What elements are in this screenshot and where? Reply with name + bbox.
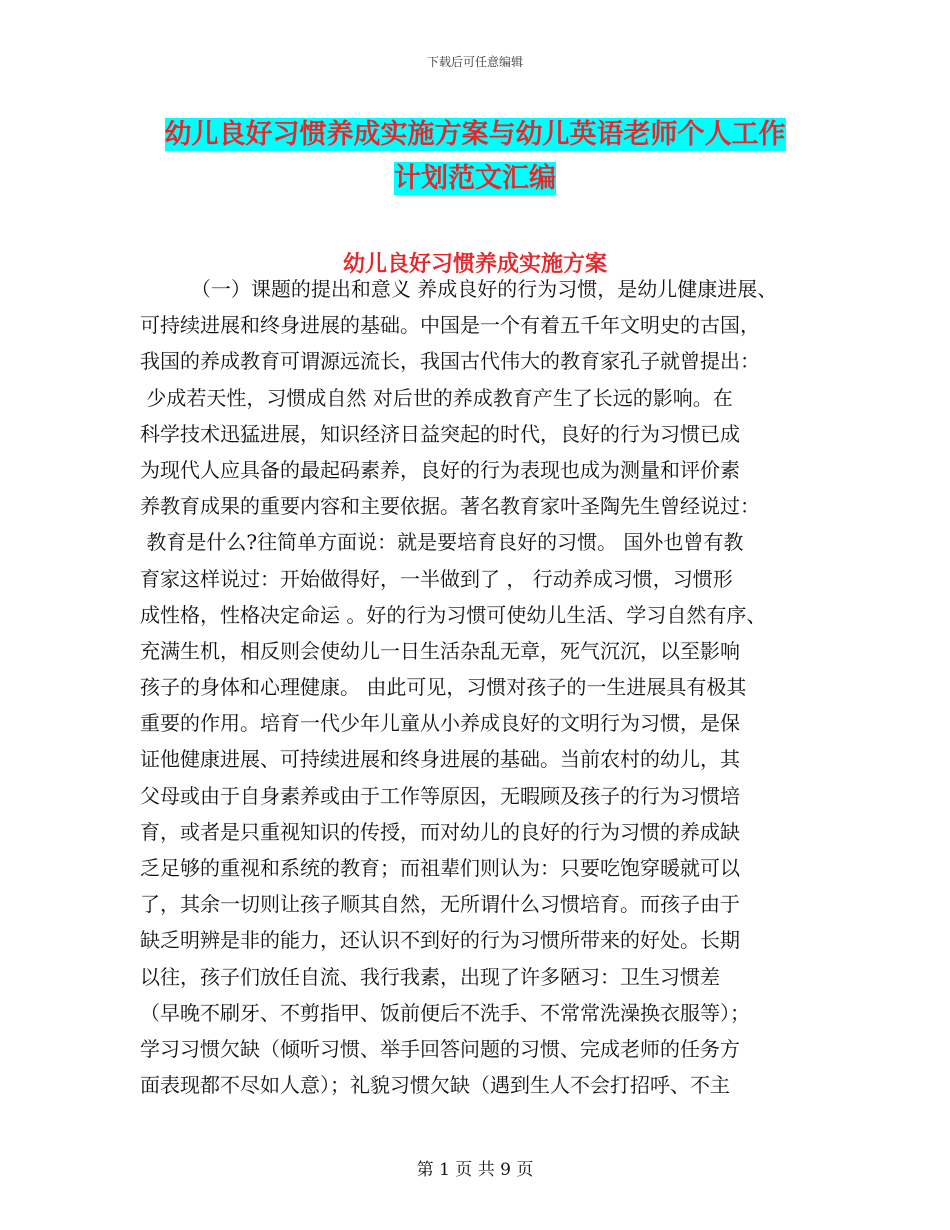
body-line: 父母或由于自身素养或由于工作等原因，无暇顾及孩子的行为习惯培 [140, 783, 740, 808]
body-line: 养教育成果的重要内容和主要依据。著名教育家叶圣陶先生曾经说过： [140, 494, 760, 519]
body-line: 可持续进展和终身进展的基础。中国是一个有着五千年文明史的古国， [140, 313, 760, 338]
document-title-line-1 [0, 112, 950, 151]
body-line: 以往，孩子们放任自流、我行我素，出现了许多陋习：卫生习惯差 [140, 964, 720, 989]
page-footer: 第 1 页 共 9 页 [416, 1160, 534, 1180]
body-line: 证他健康进展、可持续进展和终身进展的基础。当前农村的幼儿，其 [140, 747, 740, 772]
body-line: 充满生机，相反则会使幼儿一日生活杂乱无章，死气沉沉，以至影响 [140, 638, 740, 663]
body-line: 教育是什么?往简单方面说：就是要培育良好的习惯。 国外也曾有教 [140, 530, 744, 555]
section-heading: 幼儿良好习惯养成实施方案 [342, 252, 607, 277]
body-line: 育，或者是只重视知识的传授，而对幼儿的良好的行为习惯的养成缺 [140, 819, 740, 844]
document-title-line-2-text: 计划范文汇编 [394, 163, 556, 194]
body-line: （早晚不刷牙、不剪指甲、饭前便后不洗手、不常常洗澡换衣服等）； [140, 1000, 750, 1025]
body-line: 少成若天性，习惯成自然 对后世的养成教育产生了长远的影响。在 [140, 385, 733, 410]
body-line: 科学技术迅猛进展，知识经济日益突起的时代，良好的行为习惯已成 [140, 421, 740, 446]
body-line: 了，其余一切则让孩子顺其自然，无所谓什么习惯培育。而孩子由于 [140, 892, 740, 917]
header-note: 下载后可任意编辑 [426, 55, 523, 69]
body-line: 成性格，性格决定命运 。好的行为习惯可使幼儿生活、学习自然有序、 [140, 602, 767, 627]
body-line: 育家这样说过：开始做得好，一半做到了 ， 行动养成习惯，习惯形 [140, 566, 733, 591]
body-line: 孩子的身体和心理健康。 由此可见，习惯对孩子的一生进展具有极其 [140, 675, 747, 700]
body-line: 重要的作用。培育一代少年儿童从小养成良好的文明行为习惯，是保 [140, 711, 740, 736]
body-text [140, 271, 830, 1103]
body-line: （一）课题的提出和意义 养成良好的行为习惯，是幼儿健康进展、 [140, 277, 778, 301]
body-line: 为现代人应具备的最起码素养，良好的行为表现也成为测量和评价素 [140, 457, 740, 482]
body-line: 缺乏明辨是非的能力，还认识不到好的行为习惯所带来的好处。长期 [140, 928, 740, 953]
body-line: 我国的养成教育可谓源远流长，我国古代伟大的教育家孔子就曾提出： [140, 349, 760, 374]
body-line: 乏足够的重视和系统的教育；而祖辈们则认为：只要吃饱穿暖就可以 [140, 856, 740, 880]
document-title-line-2 [0, 156, 950, 195]
body-line: 面表现都不尽如人意）；礼貌习惯欠缺（遇到生人不会打招呼、不主 [140, 1073, 730, 1098]
body-line: 学习习惯欠缺（倾听习惯、举手回答问题的习惯、完成老师的任务方 [140, 1036, 740, 1061]
document-title-line-1-text: 幼儿良好习惯养成实施方案与幼儿英语老师个人工作 [164, 119, 786, 150]
